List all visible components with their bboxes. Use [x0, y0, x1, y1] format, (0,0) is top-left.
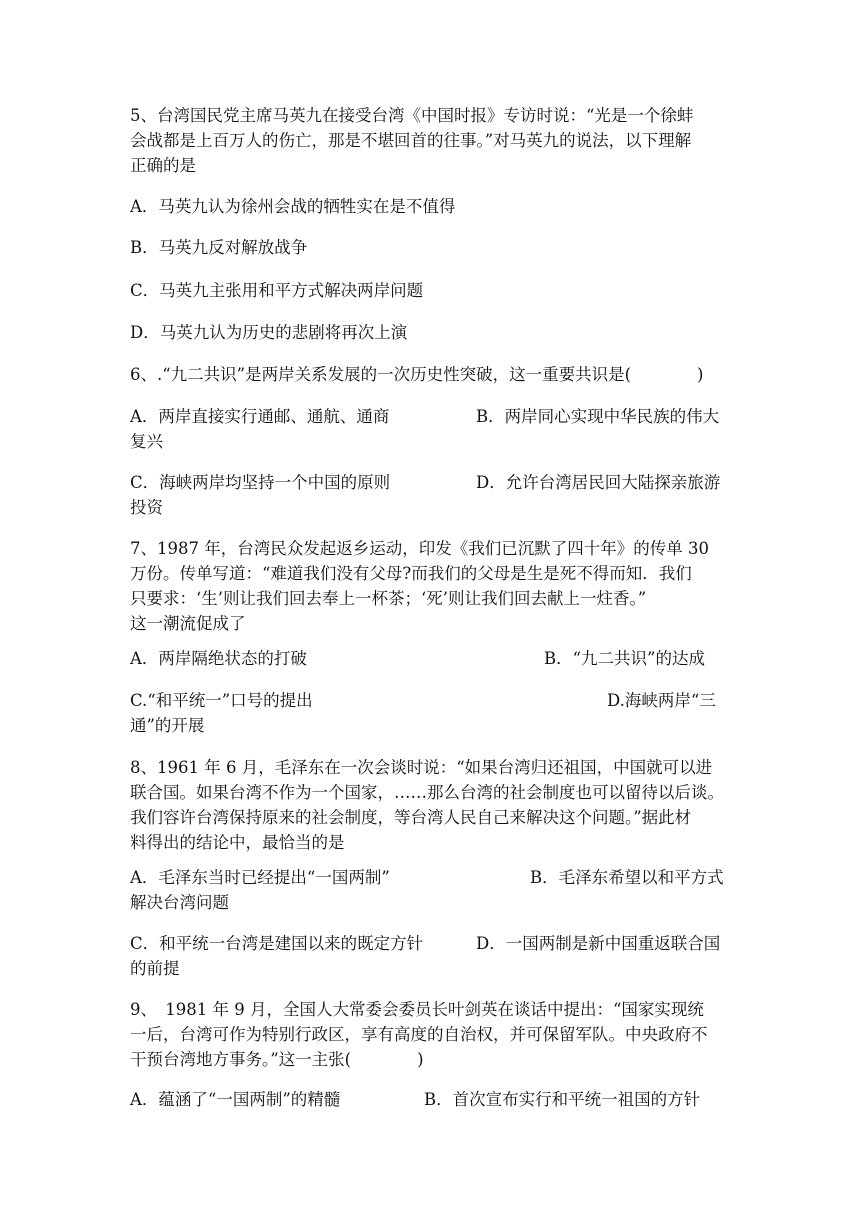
question-5-option-a: A．马英九认为徐州会战的牺牲实在是不值得: [130, 197, 456, 216]
question-9-option-b: B．首次宣布实行和平统一祖国的方针: [424, 1090, 701, 1109]
question-8-stem-line-1: 8、1961 年 6 月，毛泽东在一次会谈时说：“如果台湾归还祖国，中国就可以进: [130, 758, 713, 777]
question-6-option-d-continued: 投资: [130, 498, 163, 517]
question-7-stem-line-4: 这一潮流促成了: [130, 614, 246, 633]
question-8-option-a: A．毛泽东当时已经提出“一国两制”: [130, 868, 390, 887]
question-5-stem-line-3: 正确的是: [130, 156, 196, 175]
question-8-stem-line-3: 我们容许台湾保持原来的社会制度，等台湾人民自己来解决这个问题。”据此材: [130, 808, 692, 827]
question-7-stem-line-1: 7、1987 年，台湾民众发起返乡运动，印发《我们已沉默了四十年》的传单 30: [130, 539, 709, 558]
question-8-option-d-continued: 的前提: [130, 959, 180, 978]
question-6-option-a: A．两岸直接实行通邮、通航、通商: [130, 407, 390, 426]
question-8-stem-line-4: 料得出的结论中，最恰当的是: [130, 833, 345, 852]
question-7-option-d-continued: 通”的开展: [130, 716, 205, 735]
question-7-stem-line-2: 万份。传单写道：“难道我们没有父母?而我们的父母是生是死不得而知．我们: [130, 564, 692, 583]
question-6-option-c: C．海峡两岸均坚持一个中国的原则: [130, 473, 391, 492]
question-8-options-ab: [130, 865, 730, 915]
question-5-stem-line-1: 5、台湾国民党主席马英九在接受台湾《中国时报》专访时说：“光是一个徐蚌: [130, 106, 694, 125]
question-8-options-cd: [130, 931, 730, 981]
question-8-stem-line-2: 联合国。如果台湾不作为一个国家，……那么台湾的社会制度也可以留待以后谈。: [130, 783, 724, 802]
question-7-options-cd: [130, 688, 730, 738]
question-6-option-b: B．两岸同心实现中华民族的伟大: [476, 407, 720, 426]
question-8-option-b: B．毛泽东希望以和平方式: [530, 868, 724, 887]
question-9-stem-line-1: 9、 1981 年 9 月，全国人大常委会委员长叶剑英在谈话中提出：“国家实现统: [130, 1000, 704, 1019]
question-7-option-d: D.海峡两岸“三: [607, 691, 716, 710]
question-9-stem-line-3: 干预台湾地方事务。”这一主张( ): [130, 1050, 424, 1069]
question-9-options-ab: [130, 1087, 730, 1137]
question-6-stem: 6、.“九二共识”是两岸关系发展的一次历史性突破，这一重要共识是( ): [130, 365, 704, 384]
question-7-option-b: B．“九二共识”的达成: [544, 649, 705, 668]
question-6-options-cd: [130, 470, 730, 520]
question-7-option-a: A．两岸隔绝状态的打破: [130, 649, 307, 668]
question-7-stem-line-3: 只要求：‘生’则让我们回去奉上一杯茶；‘死’则让我们回去献上一炷香。”: [130, 589, 647, 608]
question-5-option-b: B．马英九反对解放战争: [130, 238, 308, 257]
question-8-option-c: C．和平统一台湾是建国以来的既定方针: [130, 934, 424, 953]
question-5-option-d: D．马英九认为历史的悲剧将再次上演: [130, 323, 408, 342]
question-6-option-d: D．允许台湾居民回大陆探亲旅游: [476, 473, 721, 492]
question-9-stem-line-2: 一后，台湾可作为特别行政区，享有高度的自治权，并可保留军队。中央政府不: [130, 1025, 708, 1044]
question-6-options-ab: [130, 404, 730, 454]
question-5-option-c: C．马英九主张用和平方式解决两岸问题: [130, 281, 424, 300]
question-6-option-b-continued: 复兴: [130, 432, 163, 451]
question-9-option-a: A．蕴涵了“一国两制”的精髓: [130, 1090, 341, 1109]
question-7-option-c: C.“和平统一”口号的提出: [130, 691, 313, 710]
question-5-stem-line-2: 会战都是上百万人的伤亡，那是不堪回首的往事。”对马英九的说法，以下理解: [130, 131, 692, 150]
question-8-option-b-continued: 解决台湾问题: [130, 893, 229, 912]
question-8-option-d: D．一国两制是新中国重返联合国: [476, 934, 721, 953]
